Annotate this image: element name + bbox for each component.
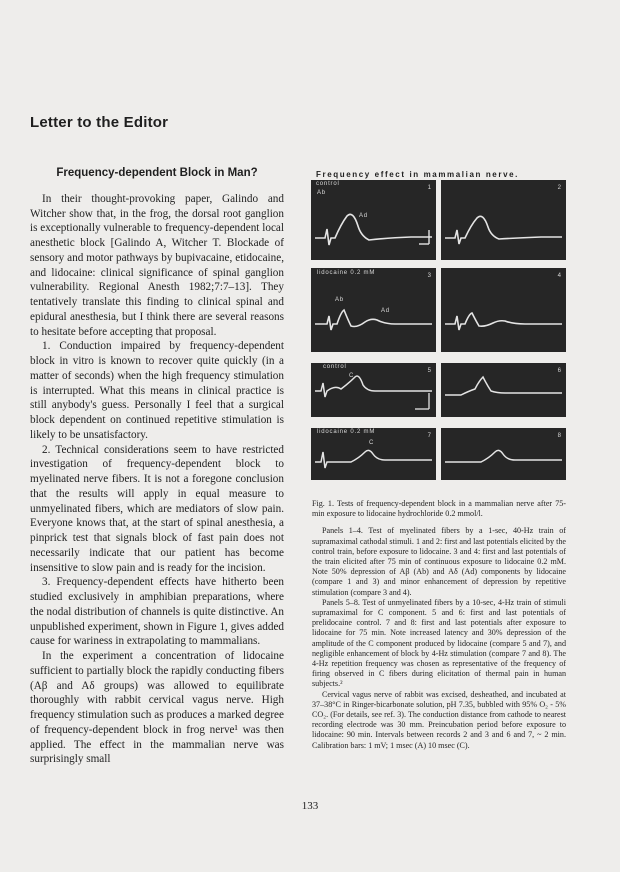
paragraph: 1. Conduction impaired by frequency-dependent block in vitro is known to recover quite quickly (in a matter of seconds) when the high frequency stimulation is interrupted. What this means in clinical practice is still anybody's guess. Personally I feel that a surgical block dependent on continued repetitive stimulation is likely to be unsatisfactory.: [30, 340, 284, 441]
letter-title: Letter to the Editor: [30, 114, 169, 131]
oscilloscope-panel-6: [441, 363, 566, 417]
oscilloscope-panel-1: [311, 180, 436, 260]
oscilloscope-panel-8: [441, 428, 566, 480]
letter-body: [30, 166, 284, 767]
figure-caption: [312, 499, 566, 751]
oscilloscope-panel-5: [311, 363, 436, 417]
caption-panels-1-4: Panels 1–4. Test of myelinated fibers by a 1-sec, 40-Hz train of supramaximal cathodal stimuli. 1 and 2: first and last potentials elicited by the control train, before exposure to lidocaine. 3 and 4: first and last potentials of the train elicited after 75 min of continuous exposure to lidocaine 0.2 mM. Note 50% depression of Aβ (Ab) and Aδ (Ad) components by lidocaine (compare 1 and 3) and minor enhancement of depression by repetitive stimulation (compare 3 and 4).: [312, 526, 566, 597]
panel-condition-label: control: [316, 181, 340, 187]
oscilloscope-panel-2: [441, 180, 566, 260]
trace-1: [311, 180, 436, 260]
caption-main: Fig. 1. Tests of frequency-dependent block in a mammalian nerve after 75-min exposure to lidocaine hydrochloride 0.2 mmol/l.: [312, 499, 566, 519]
panel-number: 3: [427, 273, 431, 279]
trace-label-ad: Ad: [359, 213, 368, 219]
trace-label-ab: Ab: [335, 297, 344, 303]
panel-condition-label: lidocaine 0.2 mM: [317, 429, 376, 435]
panel-number: 6: [557, 368, 561, 374]
paragraph: 2. Technical considerations seem to have restricted investigation of frequency-dependent block to myelinated nerve fibers. It is not a foregone conclusion that the results will apply in equal measure to unmyelinated fibers, which are mediators of slow pain. Everyone knows that, at the start of spinal anesthesia, a pinprick test that signals block of fast pain does not necessarily indicate that our patient has become insensitive to slow pain and is ready for the incision.: [30, 443, 284, 574]
trace-6: [441, 363, 566, 417]
panel-number: 4: [557, 273, 561, 279]
trace-8: [441, 428, 566, 480]
panel-number: 2: [557, 185, 561, 191]
caption-methods: Cervical vagus nerve of rabbit was excised, desheathed, and incubated at 37–38°C in Ringer-bicarbonate solution, pH 7.35, bubbled with 95% O₂ - 5% CO₂. (For details, see ref. 3). The conduction distance from cathode to nearest recording electrode was 30 mm. Preincubation period before exposure to lidocaine: 90 min. Intervals between records 2 and 3 and 6 and 7, ~ 2 min. Calibration bars: 1 mV; 1 msec (A) 10 msec (C).: [312, 689, 566, 750]
article-heading: Frequency-dependent Block in Man?: [56, 167, 258, 179]
paragraph: 3. Frequency-dependent effects have hitherto been studied exclusively in amphibian preparations, where the nodal distribution of channels is quite distinctive. An unpublished experiment, shown in Figure 1, gives added cause for wariness in extrapolating to mammalians.: [30, 576, 284, 648]
figure-heading: Frequency effect in mammalian nerve.: [316, 170, 519, 179]
paragraph: In their thought-provoking paper, Galindo and Witcher show that, in the frog, the dorsal root ganglion is exceptionally vulnerable to frequency-dependent local anesthetic block [Galindo A, Witcher T. Blockade of sensory and motor pathways by bupivacaine, etidocaine, and lidocaine: clinical significance of spinal ganglion vulnerability. Regional Anesth 1982;7:7–13]. They tentatively translate this finding to clinical spinal and epidural anesthesia, but I think there are several reasons to hesitate before accepting that proposal.: [30, 192, 284, 338]
page-number: 133: [301, 800, 319, 812]
panel-condition-label: control: [323, 364, 347, 370]
panel-number: 1: [427, 185, 431, 191]
oscilloscope-panel-4: [441, 268, 566, 352]
caption-panels-5-8: Panels 5–8. Test of unmyelinated fibers by a 10-sec, 4-Hz train of stimuli supramaximal for C component. 5 and 6: first and last potentials of prelidocaine control. 7 and 8: first and last potentials after exposure to lidocaine for 75 min. Note increased latency and 30% depression of the amplitude of the C component produced by lidocaine (compare 5 and 7), and negligible enhancement of block by 4-Hz stimulation (compare 7 and 8). The 4-Hz repetition frequency was chosen as representative of the frequency of firing observed in C fibers during elicitation of thermal pain in human subjects.²: [312, 597, 566, 689]
trace-5: [311, 363, 436, 417]
panel-number: 8: [557, 433, 561, 439]
panel-condition-label: lidocaine 0.2 mM: [317, 270, 376, 276]
panel-number: 5: [427, 368, 431, 374]
trace-4: [441, 268, 566, 352]
paragraph: In the experiment a concentration of lidocaine sufficient to partially block the rapidly conducting fibers (Aβ and Aδ groups) was allowed to equilibrate thoroughly with rabbit cervical vagus nerve. High frequency stimulation such as produces a marked degree of frequency-dependent block in frog nerve¹ was then applied. The effect in the mammalian nerve was surprisingly small: [30, 650, 284, 766]
trace-label-c: C: [349, 373, 355, 379]
oscilloscope-panel-7: [311, 428, 436, 480]
trace-label-ad: Ad: [381, 308, 390, 314]
trace-label-ab: Ab: [317, 190, 326, 196]
panel-number: 7: [427, 433, 431, 439]
trace-3: [311, 268, 436, 352]
trace-label-c: C: [369, 440, 375, 446]
trace-2: [441, 180, 566, 260]
oscilloscope-panel-3: [311, 268, 436, 352]
